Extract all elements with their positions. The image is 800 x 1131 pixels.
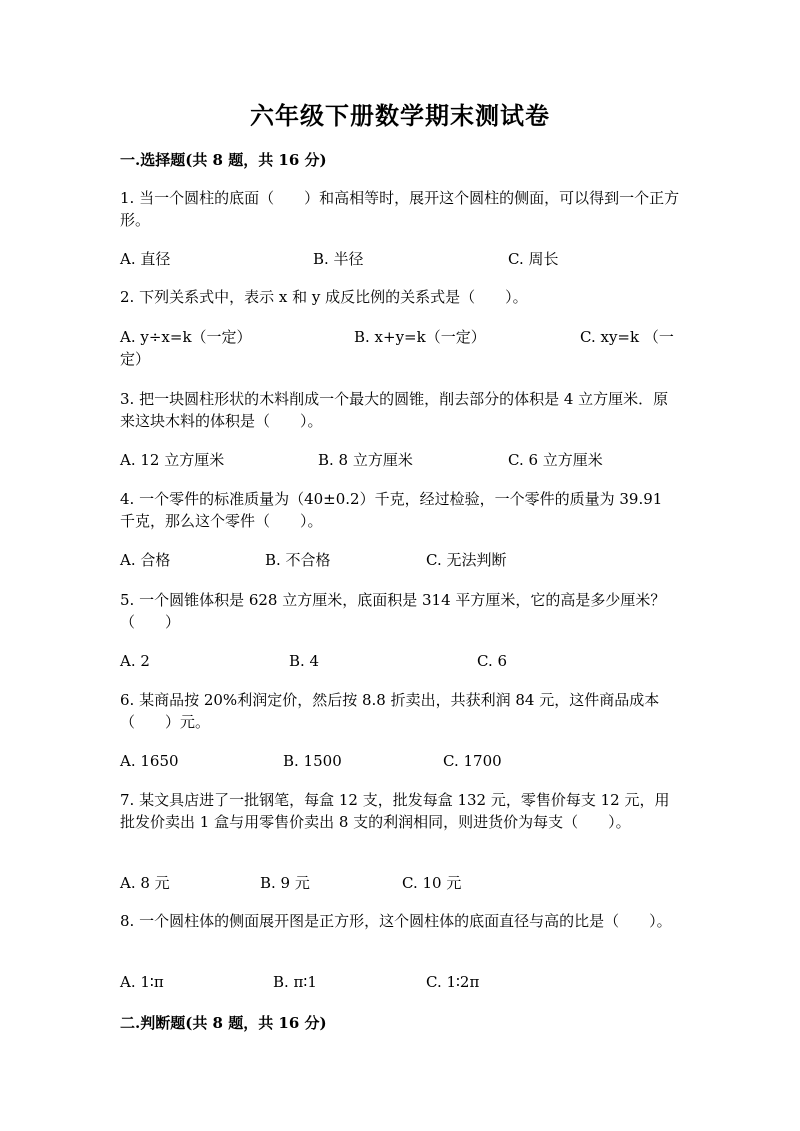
question-7: 7. 某文具店进了一批钢笔，每盒 12 支，批发每盒 132 元，零售价每支 12 元，用批发价卖出 1 盒与用零售价卖出 8 支的利润相同，则进货价为每支（ ）。 bbox=[120, 791, 670, 831]
q8-option-a: A. 1∶π bbox=[120, 973, 164, 991]
q2-option-b: B. x+y=k（一定） bbox=[354, 328, 486, 346]
q5-option-b: B. 4 bbox=[289, 652, 320, 670]
question-2: 2. 下列关系式中，表示 x 和 y 成反比例的关系式是（ ）。 bbox=[120, 288, 528, 306]
q7-option-a: A. 8 元 bbox=[120, 874, 170, 892]
q6-option-b: B. 1500 bbox=[283, 752, 342, 770]
q3-option-b: B. 8 立方厘米 bbox=[318, 451, 413, 469]
q2-option-a: A. y÷x=k（一定） bbox=[120, 328, 252, 346]
page-title: 六年级下册数学期末测试卷 bbox=[250, 101, 550, 130]
section-heading-judgment: 二.判断题(共 8 题，共 16 分) bbox=[120, 1014, 327, 1032]
q8-option-c: C. 1∶2π bbox=[426, 973, 480, 991]
q5-option-a: A. 2 bbox=[120, 652, 150, 670]
question-8: 8. 一个圆柱体的侧面展开图是正方形，这个圆柱体的底面直径与高的比是（ ）。 bbox=[120, 912, 672, 930]
q8-option-b: B. π∶1 bbox=[273, 973, 317, 991]
q6-option-c: C. 1700 bbox=[443, 752, 502, 770]
section-heading-choice: 一.选择题(共 8 题，共 16 分) bbox=[120, 151, 327, 169]
question-3: 3. 把一块圆柱形状的木料削成一个最大的圆锥，削去部分的体积是 4 立方厘米．原来这块木料的体积是（ ）。 bbox=[120, 390, 669, 430]
q1-option-a: A. 直径 bbox=[120, 250, 171, 268]
question-1: 1. 当一个圆柱的底面（ ）和高相等时，展开这个圆柱的侧面，可以得到一个正方形。 bbox=[120, 189, 680, 229]
q7-option-b: B. 9 元 bbox=[260, 874, 310, 892]
q1-option-c: C. 周长 bbox=[508, 250, 559, 268]
question-4: 4. 一个零件的标准质量为（40±0.2）千克，经过检验，一个零件的质量为 39.91 千克，那么这个零件（ ）。 bbox=[120, 490, 663, 530]
question-6: 6. 某商品按 20%利润定价，然后按 8.8 折卖出，共获利润 84 元，这件商品成本（ ）元。 bbox=[120, 691, 660, 731]
q5-option-c: C. 6 bbox=[477, 652, 508, 670]
q2-option-c: C. xy=k （一定） bbox=[120, 328, 674, 368]
q3-option-a: A. 12 立方厘米 bbox=[120, 451, 225, 469]
q4-option-b: B. 不合格 bbox=[265, 551, 331, 569]
q3-option-c: C. 6 立方厘米 bbox=[508, 451, 603, 469]
q4-option-c: C. 无法判断 bbox=[426, 551, 507, 569]
q7-option-c: C. 10 元 bbox=[402, 874, 462, 892]
question-5: 5. 一个圆锥体积是 628 立方厘米，底面积是 314 平方厘米，它的高是多少厘米？（ ） bbox=[120, 591, 666, 631]
q4-option-a: A. 合格 bbox=[120, 551, 171, 569]
q6-option-a: A. 1650 bbox=[120, 752, 179, 770]
q1-option-b: B. 半径 bbox=[313, 250, 364, 268]
